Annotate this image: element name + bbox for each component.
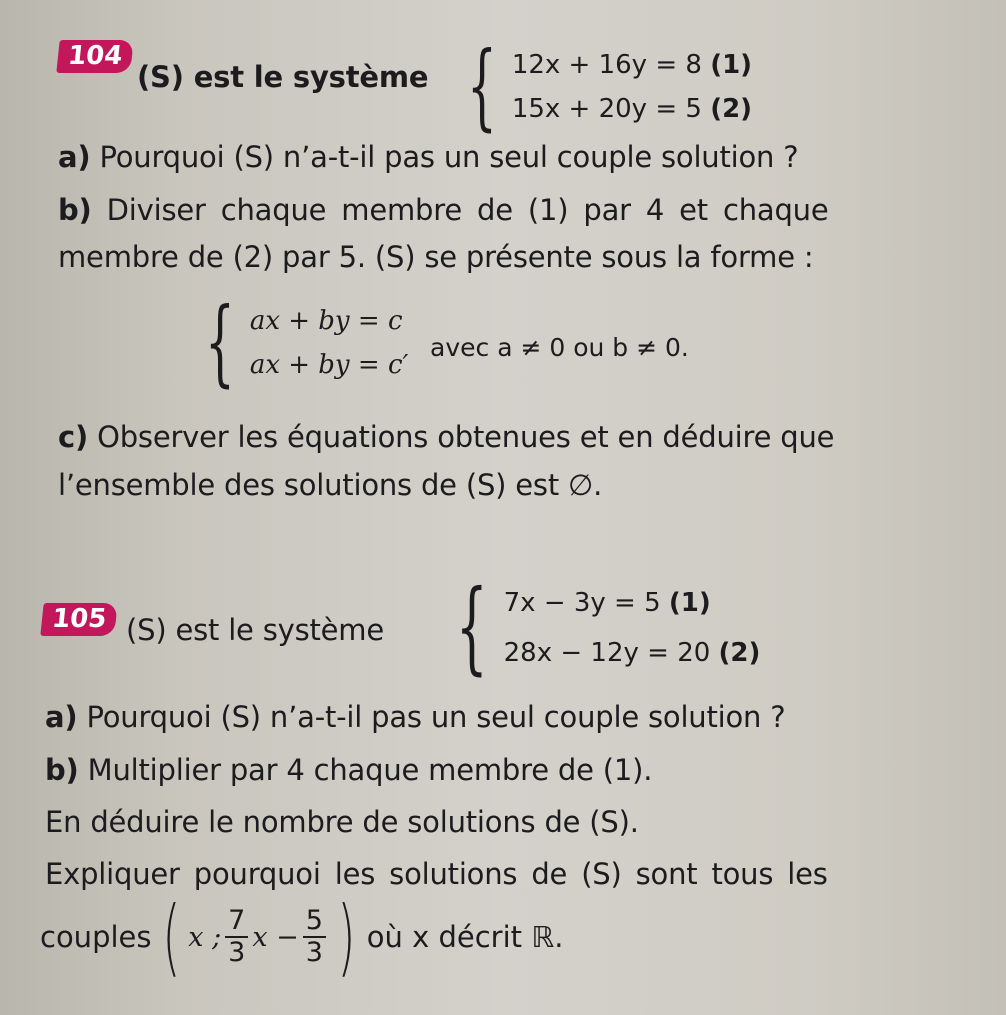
question-b-104-line2: membre de (2) par 5. (S) se présente sous la forme :	[58, 240, 814, 274]
question-c-104-line1: c) Observer les équations obtenues et en déduire que	[58, 420, 835, 454]
fraction-7-3: $\frac{7}{3}$	[225, 906, 248, 968]
exercise-104-intro: (S) est le système	[137, 60, 429, 94]
equation-1: 7x − 3y = 5 (1)	[503, 588, 711, 618]
question-c-104-line2: l’ensemble des solutions de (S) est ∅.	[58, 468, 603, 502]
left-brace: {	[455, 568, 488, 685]
couples-line: couples ( x ; $\frac{7}{3}$ x − $\frac{5}{3}$ ) où x décrit ℝ.	[40, 888, 564, 986]
exercise-104-header	[58, 40, 132, 73]
exercise-number-badge: 104	[56, 40, 134, 73]
form-equation-1: ax + by = c	[249, 306, 403, 336]
exercise-105-header	[42, 603, 116, 636]
question-b-105: b) Multiplier par 4 chaque membre de (1).	[45, 753, 653, 787]
general-form-system	[190, 288, 409, 397]
left-brace: {	[204, 288, 235, 397]
question-a-104: a) Pourquoi (S) n’a-t-il pas un seul couple solution ?	[58, 140, 799, 174]
exercise-number-badge: 105	[40, 603, 118, 636]
form-condition: avec a ≠ 0 ou b ≠ 0.	[430, 333, 689, 362]
system-105	[440, 568, 761, 685]
equation-2: 15x + 20y = 5 (2)	[511, 94, 753, 124]
fraction-5-3: $\frac{5}{3}$	[303, 906, 326, 968]
question-a-105: a) Pourquoi (S) n’a-t-il pas un seul couple solution ?	[45, 700, 786, 734]
right-paren: )	[337, 888, 356, 986]
question-b-104-line1: b) Diviser chaque membre de (1) par 4 et chaque	[58, 193, 829, 227]
equation-1: 12x + 16y = 8 (1)	[511, 50, 753, 80]
equation-2: 28x − 12y = 20 (2)	[503, 638, 761, 668]
explain-line: Expliquer pourquoi les solutions de (S) sont tous les	[45, 857, 828, 891]
left-paren: (	[162, 888, 181, 986]
system-104	[452, 32, 753, 141]
form-equation-2: ax + by = c′	[249, 350, 409, 380]
exercise-105-intro: (S) est le système	[126, 613, 384, 647]
deduce-line: En déduire le nombre de solutions de (S).	[45, 805, 639, 839]
left-brace: {	[466, 32, 497, 141]
